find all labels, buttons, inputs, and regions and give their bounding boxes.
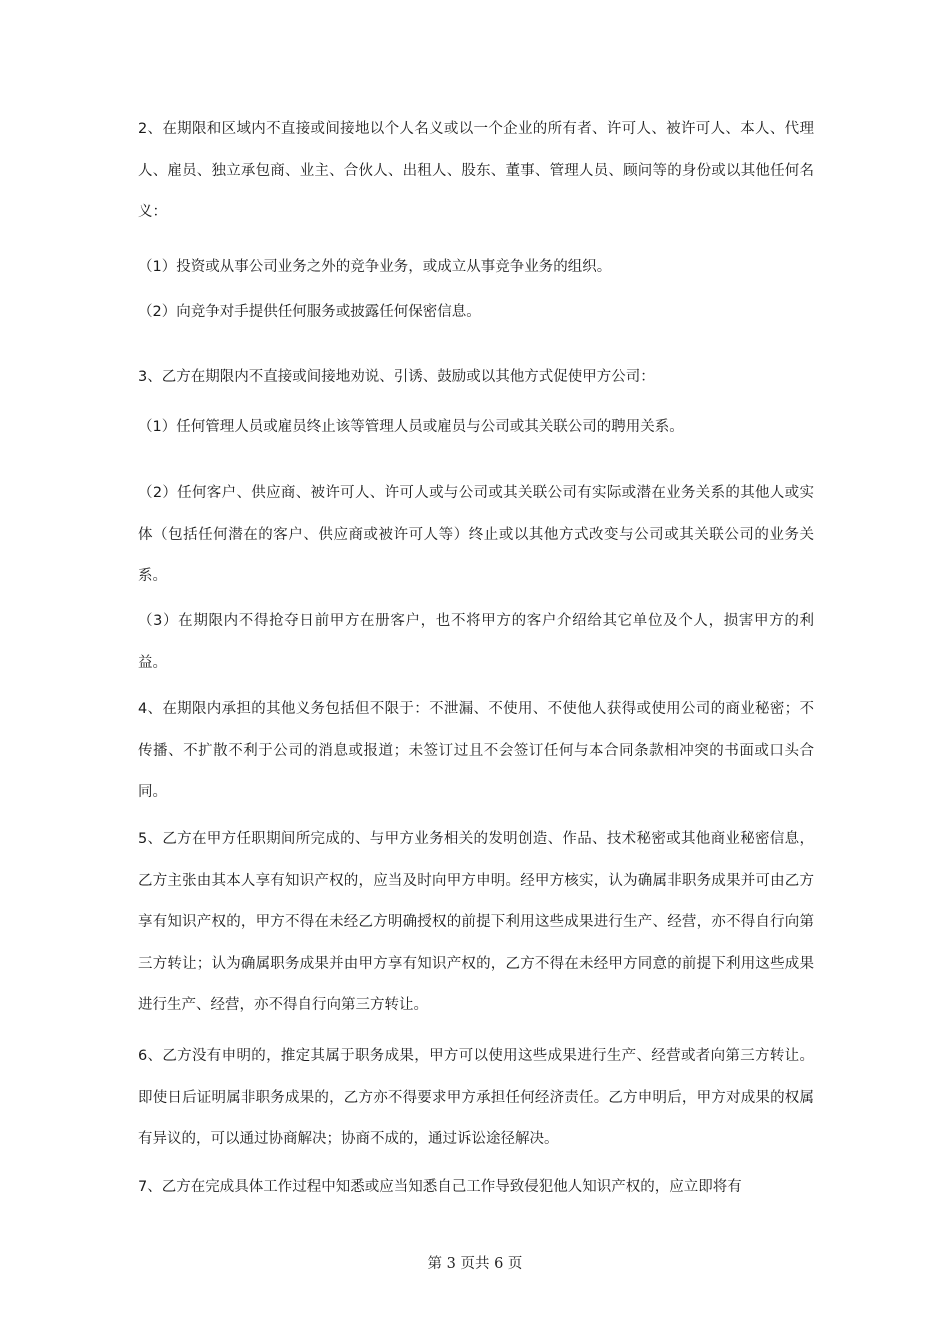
paragraph-clause-6: 6、乙方没有申明的，推定其属于职务成果，甲方可以使用这些成果进行生产、经营或者向第三方转让。即使日后证明属非职务成果的，乙方亦不得要求甲方承担任何经济责任。乙方申明后，甲方对成果的权属有异议的，可以通过协商解决；协商不成的，通过诉讼途径解决。: [138, 1048, 814, 1147]
paragraph-clause-5: 5、乙方在甲方任职期间所完成的、与甲方业务相关的发明创造、作品、技术秘密或其他商业秘密信息，乙方主张由其本人享有知识产权的，应当及时向甲方申明。经甲方核实，认为确属非职务成果并可由乙方享有知识产权的，甲方不得在未经乙方明确授权的前提下利用这些成果进行生产、经营，亦不得自行向第三方转让；认为确属职务成果并由甲方享有知识产权的，乙方不得在未经甲方同意的前提下利用这些成果进行生产、经营，亦不得自行向第三方转让。: [138, 831, 814, 1013]
page-number-footer: 第 3 页共 6 页: [427, 1256, 523, 1272]
paragraph-clause-2: 2、在期限和区域内不直接或间接地以个人名义或以一个企业的所有者、许可人、被许可人、本人、代理人、雇员、独立承包商、业主、合伙人、出租人、股东、董事、管理人员、顾问等的身份或以其他任何名义：: [138, 121, 814, 220]
paragraph-clause-3-item-2: （2）任何客户、供应商、被许可人、许可人或与公司或其关联公司有实际或潜在业务关系的其他人或实体（包括任何潜在的客户、供应商或被许可人等）终止或以其他方式改变与公司或其关联公司的业务关系。: [138, 485, 814, 584]
paragraph-clause-2-item-2: （2）向竞争对手提供任何服务或披露任何保密信息。: [138, 304, 481, 320]
paragraph-clause-2-item-1: （1）投资或从事公司业务之外的竞争业务，或成立从事竞争业务的组织。: [138, 259, 612, 275]
paragraph-clause-3-item-3: （3）在期限内不得抢夺日前甲方在册客户，也不将甲方的客户介绍给其它单位及个人，损害甲方的利益。: [138, 613, 814, 671]
paragraph-clause-3-item-1: （1）任何管理人员或雇员终止该等管理人员或雇员与公司或其关联公司的聘用关系。: [138, 419, 684, 435]
paragraph-clause-7: 7、乙方在完成具体工作过程中知悉或应当知悉自己工作导致侵犯他人知识产权的，应立即将有: [138, 1179, 742, 1195]
paragraph-clause-4: 4、在期限内承担的其他义务包括但不限于：不泄漏、不使用、不使他人获得或使用公司的商业秘密；不传播、不扩散不利于公司的消息或报道；未签订过且不会签订任何与本合同条款相冲突的书面或口头合同。: [138, 701, 814, 800]
paragraph-clause-3: 3、乙方在期限内不直接或间接地劝说、引诱、鼓励或以其他方式促使甲方公司：: [138, 369, 655, 385]
